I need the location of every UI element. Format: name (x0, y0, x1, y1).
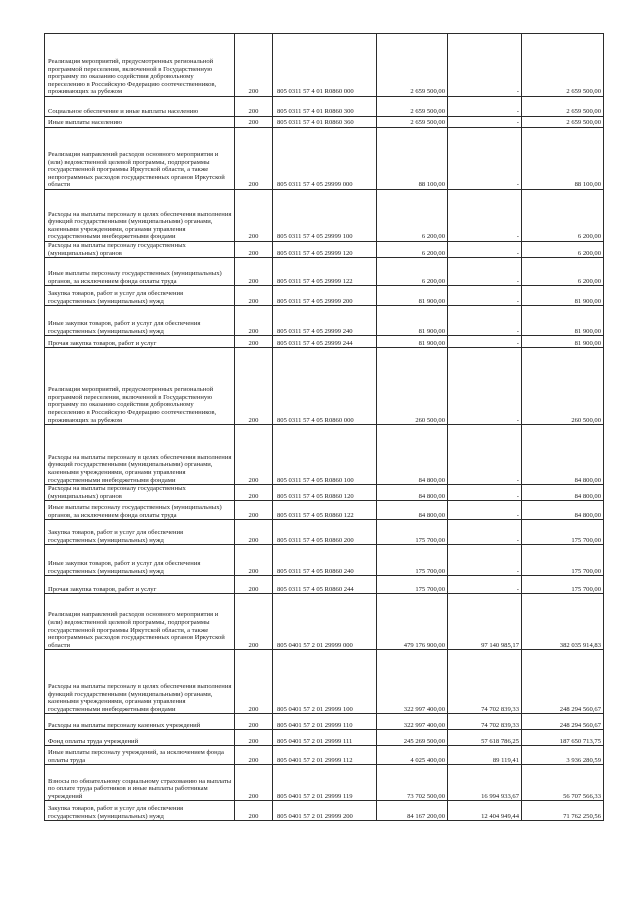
row-approved-amount-cell: 6 200,00 (377, 190, 448, 242)
row-admin-code-cell: 200 (235, 650, 273, 714)
row-budget-code-cell: 805 0401 57 2 01 29999 112 (273, 746, 377, 765)
table-row (45, 650, 604, 714)
table-row (45, 258, 604, 286)
row-approved-amount-cell: 73 702 500,00 (377, 765, 448, 801)
row-budget-code-cell: 805 0311 57 4 05 R0860 244 (273, 576, 377, 594)
row-executed-amount-cell: - (448, 576, 522, 594)
table-row (45, 730, 604, 746)
row-executed-amount-cell: 16 994 933,67 (448, 765, 522, 801)
row-name-cell: Расходы на выплаты персоналу государственных (муниципальных) органов (45, 242, 235, 258)
row-admin-code-cell: 200 (235, 190, 273, 242)
table-row (45, 97, 604, 117)
row-executed-amount-cell: - (448, 258, 522, 286)
row-approved-amount-cell: 479 176 900,00 (377, 594, 448, 650)
row-unexecuted-amount-cell: 88 100,00 (522, 128, 604, 190)
row-admin-code-cell: 200 (235, 348, 273, 425)
row-unexecuted-amount-cell: 2 659 500,00 (522, 117, 604, 128)
row-budget-code-cell: 805 0311 57 4 05 R0860 200 (273, 520, 377, 545)
row-name-cell: Социальное обеспечение и иные выплаты населению (45, 97, 235, 117)
row-unexecuted-amount-cell: 187 650 713,75 (522, 730, 604, 746)
row-budget-code-cell: 805 0401 57 2 01 29999 200 (273, 801, 377, 821)
row-admin-code-cell: 200 (235, 765, 273, 801)
row-budget-code-cell: 805 0311 57 4 05 R0860 122 (273, 501, 377, 520)
table-row (45, 190, 604, 242)
row-unexecuted-amount-cell: 248 294 560,67 (522, 650, 604, 714)
row-executed-amount-cell: 12 404 949,44 (448, 801, 522, 821)
row-budget-code-cell: 805 0401 57 2 01 29999 119 (273, 765, 377, 801)
row-approved-amount-cell: 6 200,00 (377, 258, 448, 286)
table-row (45, 576, 604, 594)
table-row (45, 714, 604, 730)
row-unexecuted-amount-cell: 84 800,00 (522, 501, 604, 520)
row-unexecuted-amount-cell: 175 700,00 (522, 545, 604, 576)
row-admin-code-cell: 200 (235, 306, 273, 336)
row-budget-code-cell: 805 0311 57 4 01 R0860 360 (273, 117, 377, 128)
table-row (45, 242, 604, 258)
row-unexecuted-amount-cell: 84 800,00 (522, 485, 604, 501)
row-admin-code-cell: 200 (235, 128, 273, 190)
row-approved-amount-cell: 4 025 400,00 (377, 746, 448, 765)
row-budget-code-cell: 805 0311 57 4 05 R0860 100 (273, 425, 377, 485)
row-budget-code-cell: 805 0311 57 4 05 R0860 240 (273, 545, 377, 576)
row-approved-amount-cell: 322 997 400,00 (377, 650, 448, 714)
row-name-cell: Реализация мероприятий, предусмотренных региональной программой переселения, включенной в Государственную программу по оказанию содействия добровольному переселению в Российскую Федерацию соотечественников, проживающих за рубежом (45, 348, 235, 425)
row-executed-amount-cell: - (448, 425, 522, 485)
row-approved-amount-cell: 245 269 500,00 (377, 730, 448, 746)
table-row (45, 348, 604, 425)
row-executed-amount-cell: - (448, 306, 522, 336)
row-budget-code-cell: 805 0311 57 4 05 29999 000 (273, 128, 377, 190)
row-unexecuted-amount-cell: 175 700,00 (522, 576, 604, 594)
row-executed-amount-cell: - (448, 348, 522, 425)
row-executed-amount-cell: - (448, 286, 522, 306)
row-approved-amount-cell: 84 800,00 (377, 485, 448, 501)
row-unexecuted-amount-cell: 71 762 250,56 (522, 801, 604, 821)
row-unexecuted-amount-cell: 81 900,00 (522, 336, 604, 348)
row-budget-code-cell: 805 0311 57 4 05 R0860 120 (273, 485, 377, 501)
table-row (45, 594, 604, 650)
budget-execution-table (44, 33, 604, 821)
table-row (45, 501, 604, 520)
table-row (45, 801, 604, 821)
row-admin-code-cell: 200 (235, 801, 273, 821)
row-approved-amount-cell: 2 659 500,00 (377, 117, 448, 128)
row-budget-code-cell: 805 0311 57 4 05 29999 100 (273, 190, 377, 242)
table-row (45, 425, 604, 485)
row-approved-amount-cell: 81 900,00 (377, 286, 448, 306)
row-admin-code-cell: 200 (235, 425, 273, 485)
row-unexecuted-amount-cell: 260 500,00 (522, 348, 604, 425)
row-name-cell: Расходы на выплаты персоналу в целях обеспечения выполнения функций государственными (муниципальными) органами, казенными учреждениями, органами управления государственными внебюджетными фондами (45, 190, 235, 242)
row-admin-code-cell: 200 (235, 258, 273, 286)
row-name-cell: Закупка товаров, работ и услуг для обеспечения государственных (муниципальных) нужд (45, 801, 235, 821)
row-approved-amount-cell: 175 700,00 (377, 576, 448, 594)
table-row (45, 128, 604, 190)
row-name-cell: Прочая закупка товаров, работ и услуг (45, 336, 235, 348)
table-row (45, 545, 604, 576)
table-row (45, 286, 604, 306)
row-unexecuted-amount-cell: 6 200,00 (522, 258, 604, 286)
row-admin-code-cell: 200 (235, 485, 273, 501)
row-name-cell: Иные выплаты персоналу государственных (муниципальных) органов, за исключением фонда оплаты труда (45, 501, 235, 520)
row-unexecuted-amount-cell: 382 035 914,83 (522, 594, 604, 650)
row-admin-code-cell: 200 (235, 34, 273, 97)
table-row (45, 520, 604, 545)
row-name-cell: Расходы на выплаты персоналу в целях обеспечения выполнения функций государственными (муниципальными) органами, казенными учреждениями, органами управления государственными внебюджетными фондами (45, 650, 235, 714)
row-name-cell: Расходы на выплаты персоналу государственных (муниципальных) органов (45, 485, 235, 501)
row-budget-code-cell: 805 0401 57 2 01 29999 110 (273, 714, 377, 730)
row-unexecuted-amount-cell: 81 900,00 (522, 286, 604, 306)
row-budget-code-cell: 805 0401 57 2 01 29999 111 (273, 730, 377, 746)
row-budget-code-cell: 805 0311 57 4 05 29999 244 (273, 336, 377, 348)
row-approved-amount-cell: 175 700,00 (377, 520, 448, 545)
table-row (45, 765, 604, 801)
table-row (45, 306, 604, 336)
table-row (45, 485, 604, 501)
row-name-cell: Реализация мероприятий, предусмотренных региональной программой переселения, включенной в Государственную программу по оказанию содействия добровольному переселению в Российскую Федерацию соотечественников, проживающих за рубежом (45, 34, 235, 97)
row-approved-amount-cell: 84 800,00 (377, 425, 448, 485)
row-name-cell: Закупка товаров, работ и услуг для обеспечения государственных (муниципальных) нужд (45, 286, 235, 306)
row-name-cell: Иные закупки товаров, работ и услуг для обеспечения государственных (муниципальных) нужд (45, 306, 235, 336)
row-approved-amount-cell: 88 100,00 (377, 128, 448, 190)
table-body (45, 34, 604, 821)
row-admin-code-cell: 200 (235, 730, 273, 746)
row-name-cell: Иные закупки товаров, работ и услуг для обеспечения государственных (муниципальных) нужд (45, 545, 235, 576)
row-executed-amount-cell: 97 140 985,17 (448, 594, 522, 650)
row-unexecuted-amount-cell: 2 659 500,00 (522, 34, 604, 97)
row-approved-amount-cell: 2 659 500,00 (377, 34, 448, 97)
row-approved-amount-cell: 84 167 200,00 (377, 801, 448, 821)
row-admin-code-cell: 200 (235, 286, 273, 306)
row-admin-code-cell: 200 (235, 242, 273, 258)
row-admin-code-cell: 200 (235, 545, 273, 576)
table-row (45, 336, 604, 348)
row-name-cell: Расходы на выплаты персоналу казенных учреждений (45, 714, 235, 730)
row-name-cell: Иные выплаты персоналу государственных (муниципальных) органов, за исключением фонда оплаты труда (45, 258, 235, 286)
row-unexecuted-amount-cell: 6 200,00 (522, 242, 604, 258)
row-admin-code-cell: 200 (235, 336, 273, 348)
row-executed-amount-cell: - (448, 190, 522, 242)
row-admin-code-cell: 200 (235, 501, 273, 520)
row-name-cell: Реализация направлений расходов основного мероприятия и (или) ведомственной целевой программы, подпрограммы государственной программы Иркутской области, а также непрограммных расходов государственных органов Иркутской области (45, 128, 235, 190)
row-approved-amount-cell: 2 659 500,00 (377, 97, 448, 117)
row-approved-amount-cell: 84 800,00 (377, 501, 448, 520)
row-executed-amount-cell: - (448, 34, 522, 97)
row-executed-amount-cell: 74 702 839,33 (448, 650, 522, 714)
row-approved-amount-cell: 81 900,00 (377, 336, 448, 348)
row-executed-amount-cell: - (448, 128, 522, 190)
row-executed-amount-cell: - (448, 501, 522, 520)
row-name-cell: Реализация направлений расходов основного мероприятия и (или) ведомственной целевой программы, подпрограммы государственной программы Иркутской области, а также непрограммных расходов государственных органов Иркутской области (45, 594, 235, 650)
row-approved-amount-cell: 81 900,00 (377, 306, 448, 336)
row-approved-amount-cell: 6 200,00 (377, 242, 448, 258)
row-executed-amount-cell: - (448, 520, 522, 545)
row-approved-amount-cell: 175 700,00 (377, 545, 448, 576)
row-executed-amount-cell: - (448, 485, 522, 501)
row-approved-amount-cell: 322 997 400,00 (377, 714, 448, 730)
row-unexecuted-amount-cell: 3 936 280,59 (522, 746, 604, 765)
row-name-cell: Закупка товаров, работ и услуг для обеспечения государственных (муниципальных) нужд (45, 520, 235, 545)
row-executed-amount-cell: 74 702 839,33 (448, 714, 522, 730)
row-unexecuted-amount-cell: 84 800,00 (522, 425, 604, 485)
row-admin-code-cell: 200 (235, 714, 273, 730)
row-budget-code-cell: 805 0311 57 4 05 29999 240 (273, 306, 377, 336)
row-budget-code-cell: 805 0311 57 4 01 R0860 000 (273, 34, 377, 97)
table-row (45, 117, 604, 128)
row-name-cell: Иные выплаты персоналу учреждений, за исключением фонда оплаты труда (45, 746, 235, 765)
row-admin-code-cell: 200 (235, 746, 273, 765)
row-budget-code-cell: 805 0311 57 4 05 29999 122 (273, 258, 377, 286)
row-name-cell: Прочая закупка товаров, работ и услуг (45, 576, 235, 594)
budget-report-page (44, 33, 603, 821)
row-executed-amount-cell: - (448, 97, 522, 117)
row-budget-code-cell: 805 0311 57 4 05 29999 120 (273, 242, 377, 258)
row-unexecuted-amount-cell: 175 700,00 (522, 520, 604, 545)
row-budget-code-cell: 805 0311 57 4 05 R0860 000 (273, 348, 377, 425)
row-admin-code-cell: 200 (235, 520, 273, 545)
row-name-cell: Расходы на выплаты персоналу в целях обеспечения выполнения функций государственными (муниципальными) органами, казенными учреждениями, органами управления государственными внебюджетными фондами (45, 425, 235, 485)
row-executed-amount-cell: 89 119,41 (448, 746, 522, 765)
row-approved-amount-cell: 260 500,00 (377, 348, 448, 425)
row-name-cell: Иные выплаты населению (45, 117, 235, 128)
row-unexecuted-amount-cell: 81 900,00 (522, 306, 604, 336)
table-row (45, 34, 604, 97)
row-unexecuted-amount-cell: 248 294 560,67 (522, 714, 604, 730)
row-admin-code-cell: 200 (235, 97, 273, 117)
row-admin-code-cell: 200 (235, 594, 273, 650)
row-unexecuted-amount-cell: 6 200,00 (522, 190, 604, 242)
row-name-cell: Фонд оплаты труда учреждений (45, 730, 235, 746)
row-executed-amount-cell: 57 618 786,25 (448, 730, 522, 746)
row-unexecuted-amount-cell: 56 707 566,33 (522, 765, 604, 801)
row-budget-code-cell: 805 0311 57 4 01 R0860 300 (273, 97, 377, 117)
row-executed-amount-cell: - (448, 117, 522, 128)
row-executed-amount-cell: - (448, 545, 522, 576)
row-executed-amount-cell: - (448, 336, 522, 348)
row-budget-code-cell: 805 0401 57 2 01 29999 100 (273, 650, 377, 714)
table-row (45, 746, 604, 765)
row-budget-code-cell: 805 0311 57 4 05 29999 200 (273, 286, 377, 306)
row-budget-code-cell: 805 0401 57 2 01 29999 000 (273, 594, 377, 650)
row-admin-code-cell: 200 (235, 117, 273, 128)
row-executed-amount-cell: - (448, 242, 522, 258)
row-unexecuted-amount-cell: 2 659 500,00 (522, 97, 604, 117)
row-name-cell: Взносы по обязательному социальному страхованию на выплаты по оплате труда работников и иные выплаты работникам учреждений (45, 765, 235, 801)
row-admin-code-cell: 200 (235, 576, 273, 594)
